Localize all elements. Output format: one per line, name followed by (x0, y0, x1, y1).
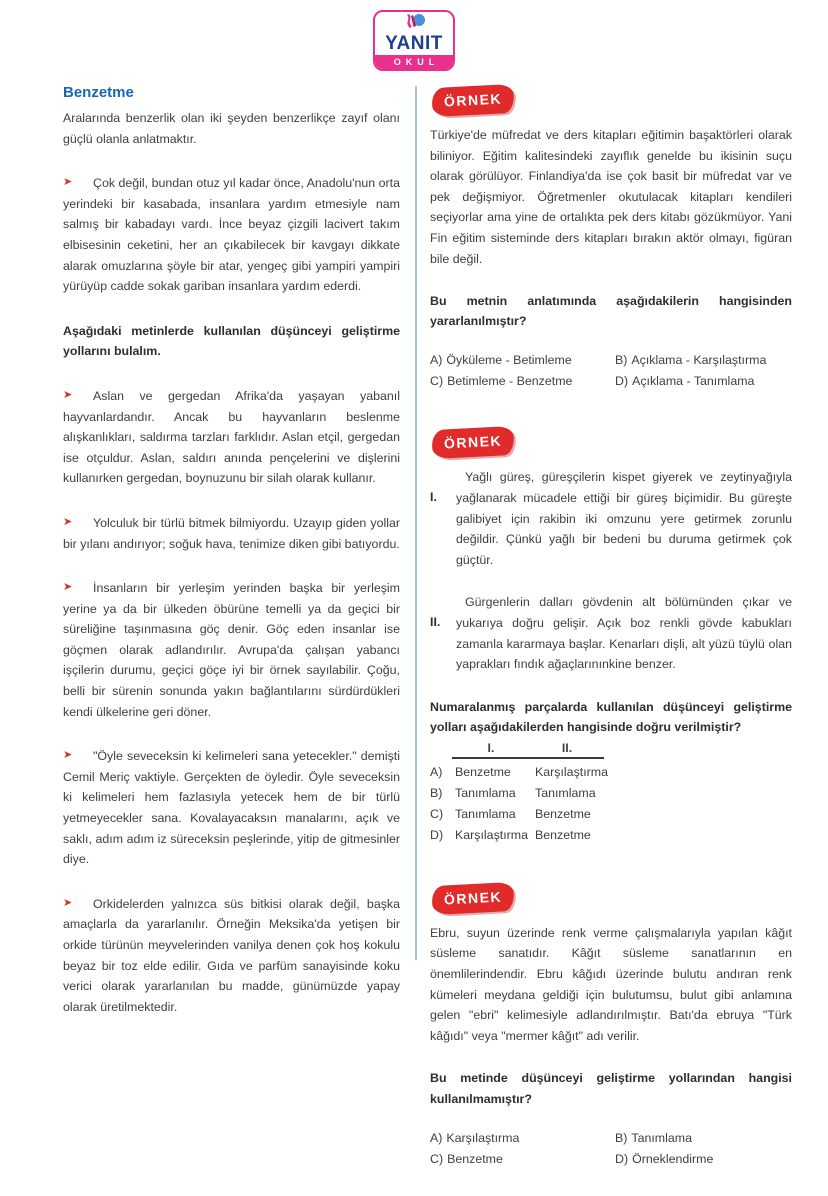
option-a (430, 1131, 607, 1145)
example-block-2 (430, 426, 792, 842)
row-col2: Karşılaştırma (535, 764, 608, 779)
option-label: C) (430, 1151, 444, 1166)
row-label: A) (430, 764, 443, 779)
example-block-1 (430, 84, 792, 388)
question-text: Bu metinde düşünceyi geliştirme yollarından hangisi kullanılmamıştır? (430, 1071, 792, 1106)
roman-numeral: II. (430, 615, 441, 630)
exercise-paragraph (63, 513, 400, 554)
item-text: Yağlı güreş, güreşçilerin kispet giyerek ve zeytinyağıyla yağlanarak mücadele ettiği bir güreş biçimidir. Bu güreşte galibiyet için rakibin iki omzunu yere getirmek zorunlu değildir. Çünkü yağlı bir bedeni bu duruma getirmek çok güçtür. (456, 470, 792, 567)
option-b (615, 353, 792, 367)
example-text: Türkiye'de müfredat ve ders kitapları eğitimin başaktörleri olarak biliniyor. Eğitim kalitesindeki zayıflık genelde bu ikisinin suçu olarak görülüyor. Finlandiya'da ise çok basit bir müfredat var ve pek değişmiyor. Öğretmenler okutulacak kitapları kendileri seçiyorlar ama yine de ortalıkta pek ders kitabı gözükmüyor. Yani Fin eğitim sisteminde ders kitapları bırakın aktör olmayı, figüran bile değil. (430, 128, 792, 266)
roman-numeral: I. (430, 490, 437, 505)
paragraph-text: Orkidelerden yalnızca süs bitkisi olarak değil, başka amaçlarla da yararlanılır. Örneğin Meksika'da yetişen bir orkide türünün meyvelerinden vanilya denen çok hoş kokulu beyaz bir toz elde edilir. Gıda ve parfüm sanayisinde koku verici olarak yararlanılan bu madde, günümüzde yapay olarak üretilmektedir. (63, 896, 400, 1014)
paragraph-text: Yolculuk bir türlü bitmek bilmiyordu. Uzayıp giden yollar bir yılanı andırıyor; soğuk hava, tenimize diken gibi batıyordu. (63, 515, 400, 551)
arrow-bullet-icon: ➤ (63, 388, 73, 401)
arrow-bullet-icon: ➤ (63, 515, 73, 528)
row-col1: Tanımlama (455, 806, 516, 821)
ornek-badge: ÖRNEK (431, 882, 514, 915)
option-text: Açıklama - Tanımlama (632, 374, 755, 389)
paragraph-text: "Öyle seveceksin ki kelimeleri sana yetecekler." demişti Cemil Meriç vaktiyle. Gerçekten de öyledir. Öyle seveceksin ki kelimeleri hem fazlasıyla yetecek hem de bir türlü yetmeyecekler sana. Kovalayacaksın manalarını, açık ve saklı, adım adım iz süreceksin peşlerinde, yitip de gitmesinler diye. (63, 749, 400, 867)
question-text: Numaralanmış parçalarda kullanılan düşünceyi geliştirme yolları aşağıdakilerden hangisinde doğru verilmiştir? (430, 699, 792, 734)
table-row (430, 765, 792, 779)
row-label: B) (430, 785, 443, 800)
yanit-logo-icon (375, 12, 453, 34)
paragraph-text: Aslan ve gergedan Afrika'da yaşayan yabanıl hayvanlardandır. Ancak bu hayvanların beslenme alışkanlıkları, saldırma tarzları farklıdır. Aslan etçil, gergedan ise otçuldur. Aslan, saldırı anında pençelerini ve dişlerini kullanırken gergedan, boynuzunu bir silah olarak kullanır. (63, 388, 400, 486)
option-label: A) (430, 353, 443, 368)
logo-subtitle: OKUL (375, 55, 453, 69)
option-c (430, 1152, 607, 1166)
option-d (615, 374, 792, 388)
option-text: Öyküleme - Betimleme (446, 353, 572, 368)
row-label: C) (430, 806, 444, 821)
row-col1: Benzetme (455, 764, 511, 779)
answer-table (430, 741, 792, 842)
option-label: D) (615, 1151, 629, 1166)
section-title: Benzetme (63, 84, 134, 101)
row-col2: Tanımlama (535, 785, 596, 800)
option-d (615, 1152, 792, 1166)
option-label: A) (430, 1130, 443, 1145)
exercise-paragraph (63, 386, 400, 489)
table-header-row (452, 741, 604, 759)
arrow-bullet-icon: ➤ (63, 896, 73, 909)
arrow-bullet-icon: ➤ (63, 581, 73, 594)
numbered-item-1 (430, 467, 792, 570)
ornek-badge: ÖRNEK (431, 84, 514, 117)
option-text: Örneklendirme (632, 1151, 714, 1166)
option-c (430, 374, 607, 388)
answer-options (430, 353, 792, 388)
option-label: D) (615, 374, 629, 389)
arrow-bullet-icon: ➤ (63, 176, 73, 189)
table-header-1: I. (487, 740, 495, 755)
page-header (0, 0, 828, 71)
row-col1: Tanımlama (455, 785, 516, 800)
ornek-badge: ÖRNEK (431, 426, 514, 459)
row-col1: Karşılaştırma (455, 827, 528, 842)
exercise-paragraph (63, 578, 400, 722)
paragraph-text: İnsanların bir yerleşim yerinden başka bir yerleşim yerine ya da bir ülkeden öbürüne temelli ya da geçici bir süreliğine taşınmasına göç denir. Göç eden insanlar ise göçmen olarak adlandırılır. Avrupa'da çalışan yabancı işçilerin durumu, geçici göçe iyi bir örnek sayılabilir. Çoğu, belli bir sürenin sonunda yakın bağlantılarını sürdürdükleri kendi ülkelerine geri döner. (63, 581, 400, 719)
exercise-paragraph (63, 894, 400, 1018)
option-a (430, 353, 607, 367)
row-col2: Benzetme (535, 827, 591, 842)
exercise-heading: Aşağıdaki metinlerde kullanılan düşünceyi geliştirme yollarını bulalım. (63, 323, 400, 359)
example-block-3 (430, 882, 792, 1166)
option-b (615, 1131, 792, 1145)
option-text: Benzetme (447, 1151, 503, 1166)
table-row (430, 828, 792, 842)
paragraph-text: Çok değil, bundan otuz yıl kadar önce, Anadolu'nun orta yerindeki bir kasabada, insanlara yardım etmesiyle nam salmış bir kabadayı vardı. İnce beyaz çizgili lacivert takım elbisesinin ceketini, her an çıkabilecek bir kavgayı dikkate alarak omuzlarına şöyle bir atar, yengeç gibi yampiri yampiri yürüyüp cadde sokak gariban insanlara yardım ederdi. (63, 176, 400, 294)
question-text: Bu metnin anlatımında aşağıdakilerin hangisinden yararlanılmıştır? (430, 294, 792, 329)
row-label: D) (430, 827, 444, 842)
definition-paragraph: Aralarında benzerlik olan iki şeyden benzerlikçe zayıf olanı güçlü olanla anlatmaktır. (63, 111, 400, 146)
row-col2: Benzetme (535, 806, 591, 821)
option-label: B) (615, 1130, 628, 1145)
exercise-paragraph (63, 746, 400, 870)
column-divider (415, 86, 417, 960)
numbered-item-2 (430, 592, 792, 674)
example-paragraph (63, 173, 400, 297)
answer-options (430, 1131, 792, 1166)
option-label: B) (615, 353, 628, 368)
option-text: Açıklama - Karşılaştırma (631, 353, 767, 368)
table-row (430, 807, 792, 821)
option-label: C) (430, 374, 444, 389)
table-row (430, 786, 792, 800)
option-text: Karşılaştırma (446, 1130, 520, 1145)
yanit-okul-logo (373, 10, 455, 71)
logo-title: YANIT (385, 33, 443, 54)
table-header-2: II. (561, 740, 573, 755)
option-text: Tanımlama (631, 1130, 692, 1145)
arrow-bullet-icon: ➤ (63, 749, 73, 762)
example-text: Ebru, suyun üzerinde renk verme çalışmalarıyla yapılan kâğıt süsleme sanatıdır. Kâğıt süsleme sanatlarının en önemlilerindendir. Ebru kâğıdı üzerinde bulutu andıran renk kümeleri meydana geldiği için bulutumsu, bulut gibi anlamına gelen "ebri" kelimesiyle adlandırılmıştır. Batı'da ebruya "Türk kâğıdı" veya "mermer kâğıt" adı verilir. (430, 925, 792, 1043)
option-text: Betimleme - Benzetme (447, 374, 573, 389)
item-text: Gürgenlerin dalları gövdenin alt bölümünden çıkar ve yukarıya doğru gelişir. Açık boz renkli gövde kabukları zamanla kararmaya başlar. Kenarları dişli, alt yüzü tüylü olan yaprakları fındık ağaçlarınınkine benzer. (456, 595, 792, 672)
